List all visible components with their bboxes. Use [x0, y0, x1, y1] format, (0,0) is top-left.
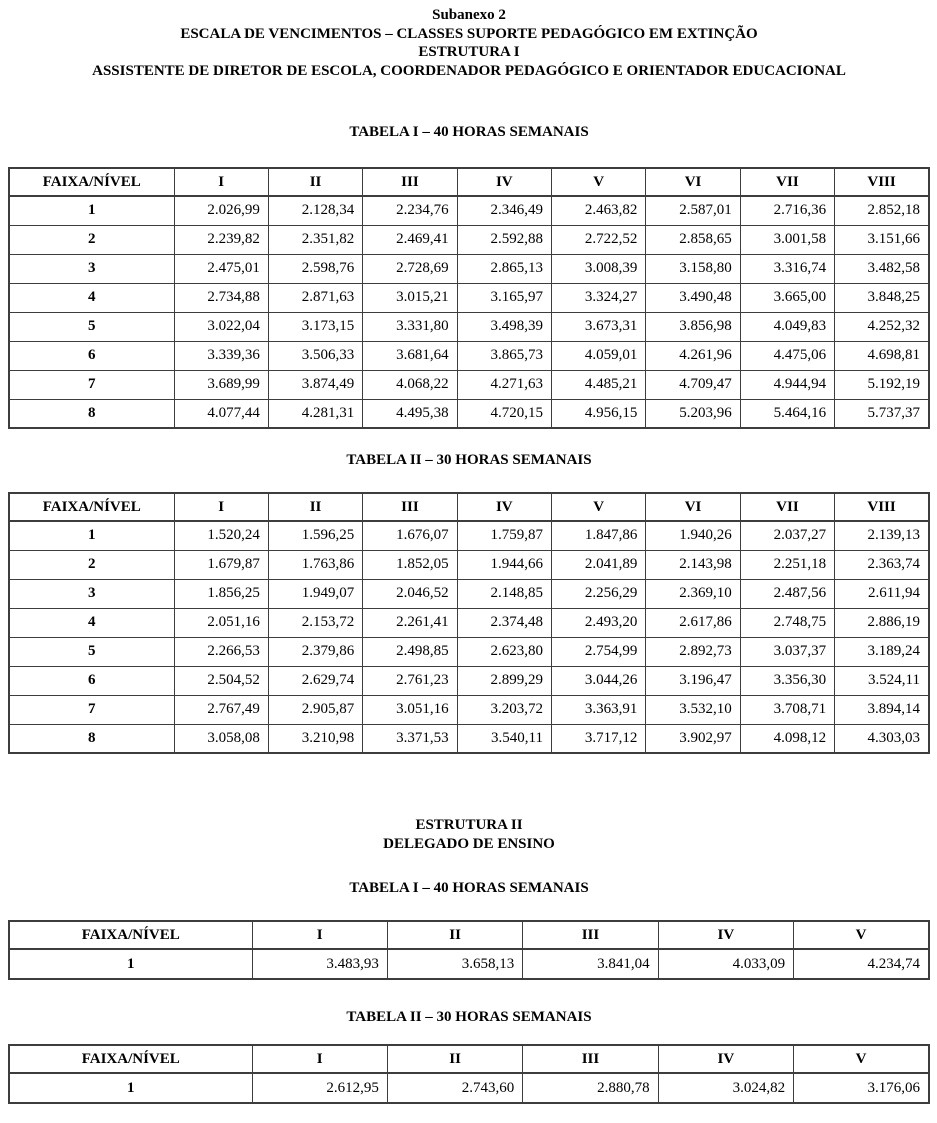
salary-value-cell: 4.033,09 [658, 949, 793, 979]
salary-value-cell: 4.303,03 [835, 724, 929, 753]
salary-value-cell: 3.165,97 [457, 283, 551, 312]
column-header-cell: IV [658, 921, 793, 949]
salary-value-cell: 3.506,33 [268, 341, 362, 370]
estrutura2-title: ESTRUTURA II [415, 817, 523, 833]
salary-value-cell: 3.498,39 [457, 312, 551, 341]
salary-value-cell: 2.143,98 [646, 550, 740, 579]
table-header-row [9, 1045, 929, 1073]
salary-value-cell: 2.251,18 [740, 550, 834, 579]
salary-value-cell: 3.717,12 [552, 724, 646, 753]
salary-value-cell: 2.487,56 [740, 579, 834, 608]
escala-vencimentos-title: ESCALA DE VENCIMENTOS – CLASSES SUPORTE PEDAGÓGICO EM EXTINÇÃO [180, 25, 758, 42]
salary-value-cell: 2.743,60 [387, 1073, 522, 1103]
faixa-nivel-cell: 2 [9, 225, 174, 254]
table-row [9, 521, 929, 550]
salary-value-cell: 3.024,82 [658, 1073, 793, 1103]
salary-value-cell: 2.767,49 [174, 695, 268, 724]
faixa-nivel-cell: 6 [9, 666, 174, 695]
caption-estrutura1-tabela2: TABELA II – 30 HORAS SEMANAIS [346, 452, 592, 468]
faixa-nivel-cell: 5 [9, 312, 174, 341]
salary-value-cell: 3.865,73 [457, 341, 551, 370]
salary-value-cell: 2.617,86 [646, 608, 740, 637]
faixa-nivel-cell: 1 [9, 949, 252, 979]
caption-estrutura2-tabela1: TABELA I – 40 HORAS SEMANAIS [349, 880, 589, 896]
table-row [9, 254, 929, 283]
salary-value-cell: 1.852,05 [363, 550, 457, 579]
salary-value-cell: 2.761,23 [363, 666, 457, 695]
salary-value-cell: 1.676,07 [363, 521, 457, 550]
salary-value-cell: 2.266,53 [174, 637, 268, 666]
table-row [9, 724, 929, 753]
column-header-cell: VII [740, 493, 834, 521]
salary-value-cell: 3.681,64 [363, 341, 457, 370]
salary-value-cell: 1.944,66 [457, 550, 551, 579]
table-row [9, 370, 929, 399]
cargos-title: ASSISTENTE DE DIRETOR DE ESCOLA, COORDENADOR PEDAGÓGICO E ORIENTADOR EDUCACIONAL [92, 62, 846, 79]
salary-value-cell: 3.331,80 [363, 312, 457, 341]
column-header-cell: I [252, 921, 387, 949]
faixa-nivel-cell: 3 [9, 254, 174, 283]
salary-value-cell: 3.540,11 [457, 724, 551, 753]
salary-value-cell: 5.203,96 [646, 399, 740, 428]
salary-value-cell: 3.874,49 [268, 370, 362, 399]
salary-value-cell: 3.316,74 [740, 254, 834, 283]
salary-value-cell: 3.848,25 [835, 283, 929, 312]
salary-value-cell: 2.734,88 [174, 283, 268, 312]
salary-value-cell: 2.623,80 [457, 637, 551, 666]
column-header-cell: FAIXA/NÍVEL [9, 921, 252, 949]
salary-value-cell: 3.210,98 [268, 724, 362, 753]
salary-value-cell: 4.261,96 [646, 341, 740, 370]
column-header-cell: III [523, 1045, 658, 1073]
salary-value-cell: 3.708,71 [740, 695, 834, 724]
estrutura2-cargo-title: DELEGADO DE ENSINO [383, 836, 555, 852]
salary-value-cell: 2.629,74 [268, 666, 362, 695]
salary-value-cell: 4.720,15 [457, 399, 551, 428]
salary-value-cell: 4.234,74 [794, 949, 929, 979]
salary-value-cell: 2.026,99 [174, 196, 268, 225]
salary-value-cell: 2.587,01 [646, 196, 740, 225]
estrutura1-title: ESTRUTURA I [418, 44, 520, 60]
column-header-cell: II [387, 1045, 522, 1073]
salary-value-cell: 3.058,08 [174, 724, 268, 753]
table-row [9, 608, 929, 637]
salary-value-cell: 4.956,15 [552, 399, 646, 428]
salary-value-cell: 3.022,04 [174, 312, 268, 341]
salary-value-cell: 2.346,49 [457, 196, 551, 225]
salary-value-cell: 4.281,31 [268, 399, 362, 428]
salary-value-cell: 2.905,87 [268, 695, 362, 724]
faixa-nivel-cell: 1 [9, 521, 174, 550]
salary-value-cell: 2.722,52 [552, 225, 646, 254]
salary-value-cell: 2.374,48 [457, 608, 551, 637]
salary-value-cell: 3.189,24 [835, 637, 929, 666]
faixa-nivel-cell: 1 [9, 196, 174, 225]
salary-value-cell: 2.351,82 [268, 225, 362, 254]
salary-value-cell: 3.037,37 [740, 637, 834, 666]
table-row [9, 637, 929, 666]
salary-value-cell: 3.856,98 [646, 312, 740, 341]
faixa-nivel-cell: 4 [9, 608, 174, 637]
faixa-nivel-cell: 8 [9, 399, 174, 428]
salary-value-cell: 2.463,82 [552, 196, 646, 225]
salary-value-cell: 2.871,63 [268, 283, 362, 312]
salary-value-cell: 3.665,00 [740, 283, 834, 312]
salary-value-cell: 2.748,75 [740, 608, 834, 637]
salary-value-cell: 2.469,41 [363, 225, 457, 254]
salary-value-cell: 3.894,14 [835, 695, 929, 724]
salary-value-cell: 3.158,80 [646, 254, 740, 283]
salary-value-cell: 2.234,76 [363, 196, 457, 225]
salary-value-cell: 4.059,01 [552, 341, 646, 370]
salary-value-cell: 5.464,16 [740, 399, 834, 428]
salary-value-cell: 3.173,15 [268, 312, 362, 341]
table-row [9, 949, 929, 979]
salary-value-cell: 3.532,10 [646, 695, 740, 724]
table-row [9, 666, 929, 695]
column-header-cell: I [174, 168, 268, 196]
salary-value-cell: 2.611,94 [835, 579, 929, 608]
salary-value-cell: 4.485,21 [552, 370, 646, 399]
salary-value-cell: 1.949,07 [268, 579, 362, 608]
salary-value-cell: 2.475,01 [174, 254, 268, 283]
salary-value-cell: 4.944,94 [740, 370, 834, 399]
salary-value-cell: 2.504,52 [174, 666, 268, 695]
column-header-cell: FAIXA/NÍVEL [9, 493, 174, 521]
salary-value-cell: 2.037,27 [740, 521, 834, 550]
salary-value-cell: 3.356,30 [740, 666, 834, 695]
salary-value-cell: 2.852,18 [835, 196, 929, 225]
salary-value-cell: 2.128,34 [268, 196, 362, 225]
salary-table-estrutura2-tabela2 [8, 1044, 930, 1104]
salary-value-cell: 4.495,38 [363, 399, 457, 428]
table-header-row [9, 168, 929, 196]
salary-value-cell: 3.524,11 [835, 666, 929, 695]
column-header-cell: III [363, 493, 457, 521]
column-header-cell: FAIXA/NÍVEL [9, 168, 174, 196]
salary-value-cell: 2.369,10 [646, 579, 740, 608]
salary-value-cell: 3.490,48 [646, 283, 740, 312]
column-header-cell: II [387, 921, 522, 949]
salary-value-cell: 1.856,25 [174, 579, 268, 608]
caption-estrutura2-tabela2: TABELA II – 30 HORAS SEMANAIS [346, 1009, 592, 1025]
column-header-cell: V [552, 493, 646, 521]
table-row [9, 341, 929, 370]
salary-value-cell: 2.148,85 [457, 579, 551, 608]
salary-value-cell: 1.940,26 [646, 521, 740, 550]
column-header-cell: VI [646, 168, 740, 196]
salary-value-cell: 3.841,04 [523, 949, 658, 979]
caption-estrutura1-tabela1: TABELA I – 40 HORAS SEMANAIS [349, 124, 589, 140]
salary-value-cell: 4.698,81 [835, 341, 929, 370]
salary-value-cell: 4.271,63 [457, 370, 551, 399]
salary-value-cell: 2.363,74 [835, 550, 929, 579]
salary-value-cell: 4.049,83 [740, 312, 834, 341]
table-row [9, 312, 929, 341]
salary-value-cell: 4.068,22 [363, 370, 457, 399]
table-row [9, 1073, 929, 1103]
salary-value-cell: 2.041,89 [552, 550, 646, 579]
salary-value-cell: 3.482,58 [835, 254, 929, 283]
salary-value-cell: 3.673,31 [552, 312, 646, 341]
salary-value-cell: 1.847,86 [552, 521, 646, 550]
column-header-cell: V [794, 921, 929, 949]
column-header-cell: VI [646, 493, 740, 521]
salary-value-cell: 3.689,99 [174, 370, 268, 399]
salary-value-cell: 3.151,66 [835, 225, 929, 254]
salary-value-cell: 3.051,16 [363, 695, 457, 724]
salary-value-cell: 5.192,19 [835, 370, 929, 399]
document-header [8, 6, 930, 80]
subanexo-title: Subanexo 2 [432, 7, 506, 23]
salary-value-cell: 2.886,19 [835, 608, 929, 637]
column-header-cell: V [552, 168, 646, 196]
salary-table-estrutura2-tabela1 [8, 920, 930, 980]
salary-value-cell: 2.261,41 [363, 608, 457, 637]
salary-value-cell: 2.865,13 [457, 254, 551, 283]
salary-value-cell: 2.612,95 [252, 1073, 387, 1103]
salary-value-cell: 3.339,36 [174, 341, 268, 370]
column-header-cell: II [268, 168, 362, 196]
column-header-cell: IV [457, 493, 551, 521]
salary-value-cell: 2.153,72 [268, 608, 362, 637]
salary-value-cell: 2.899,29 [457, 666, 551, 695]
salary-value-cell: 5.737,37 [835, 399, 929, 428]
salary-value-cell: 3.203,72 [457, 695, 551, 724]
estrutura2-header [8, 816, 930, 854]
table-row [9, 225, 929, 254]
salary-value-cell: 3.902,97 [646, 724, 740, 753]
salary-value-cell: 1.679,87 [174, 550, 268, 579]
salary-table-estrutura1-tabela2 [8, 492, 930, 754]
salary-value-cell: 3.001,58 [740, 225, 834, 254]
salary-value-cell: 2.239,82 [174, 225, 268, 254]
salary-value-cell: 2.598,76 [268, 254, 362, 283]
salary-value-cell: 1.596,25 [268, 521, 362, 550]
salary-value-cell: 1.759,87 [457, 521, 551, 550]
salary-value-cell: 2.046,52 [363, 579, 457, 608]
faixa-nivel-cell: 1 [9, 1073, 252, 1103]
salary-value-cell: 2.892,73 [646, 637, 740, 666]
faixa-nivel-cell: 2 [9, 550, 174, 579]
salary-value-cell: 1.520,24 [174, 521, 268, 550]
salary-value-cell: 3.658,13 [387, 949, 522, 979]
salary-value-cell: 3.015,21 [363, 283, 457, 312]
salary-value-cell: 4.077,44 [174, 399, 268, 428]
faixa-nivel-cell: 5 [9, 637, 174, 666]
column-header-cell: FAIXA/NÍVEL [9, 1045, 252, 1073]
column-header-cell: III [523, 921, 658, 949]
table-row [9, 196, 929, 225]
salary-value-cell: 3.371,53 [363, 724, 457, 753]
salary-value-cell: 2.858,65 [646, 225, 740, 254]
salary-value-cell: 1.763,86 [268, 550, 362, 579]
salary-value-cell: 2.498,85 [363, 637, 457, 666]
salary-value-cell: 4.709,47 [646, 370, 740, 399]
column-header-cell: VIII [835, 168, 929, 196]
table-header-row [9, 921, 929, 949]
table-row [9, 550, 929, 579]
salary-value-cell: 2.379,86 [268, 637, 362, 666]
column-header-cell: VIII [835, 493, 929, 521]
salary-value-cell: 2.880,78 [523, 1073, 658, 1103]
salary-value-cell: 2.592,88 [457, 225, 551, 254]
salary-value-cell: 2.139,13 [835, 521, 929, 550]
table-row [9, 695, 929, 724]
salary-value-cell: 3.483,93 [252, 949, 387, 979]
salary-value-cell: 2.256,29 [552, 579, 646, 608]
salary-value-cell: 2.051,16 [174, 608, 268, 637]
faixa-nivel-cell: 6 [9, 341, 174, 370]
table-row [9, 579, 929, 608]
salary-value-cell: 3.176,06 [794, 1073, 929, 1103]
faixa-nivel-cell: 7 [9, 695, 174, 724]
salary-value-cell: 2.716,36 [740, 196, 834, 225]
table-row [9, 399, 929, 428]
salary-table-estrutura1-tabela1 [8, 167, 930, 429]
salary-value-cell: 4.252,32 [835, 312, 929, 341]
column-header-cell: III [363, 168, 457, 196]
column-header-cell: I [174, 493, 268, 521]
column-header-cell: IV [457, 168, 551, 196]
column-header-cell: I [252, 1045, 387, 1073]
column-header-cell: VII [740, 168, 834, 196]
salary-value-cell: 3.196,47 [646, 666, 740, 695]
faixa-nivel-cell: 8 [9, 724, 174, 753]
faixa-nivel-cell: 4 [9, 283, 174, 312]
column-header-cell: IV [658, 1045, 793, 1073]
table-header-row [9, 493, 929, 521]
salary-value-cell: 3.363,91 [552, 695, 646, 724]
salary-value-cell: 2.728,69 [363, 254, 457, 283]
salary-value-cell: 3.008,39 [552, 254, 646, 283]
faixa-nivel-cell: 3 [9, 579, 174, 608]
salary-value-cell: 3.324,27 [552, 283, 646, 312]
salary-value-cell: 3.044,26 [552, 666, 646, 695]
salary-value-cell: 4.098,12 [740, 724, 834, 753]
column-header-cell: V [794, 1045, 929, 1073]
salary-value-cell: 4.475,06 [740, 341, 834, 370]
table-row [9, 283, 929, 312]
salary-value-cell: 2.754,99 [552, 637, 646, 666]
column-header-cell: II [268, 493, 362, 521]
faixa-nivel-cell: 7 [9, 370, 174, 399]
salary-value-cell: 2.493,20 [552, 608, 646, 637]
